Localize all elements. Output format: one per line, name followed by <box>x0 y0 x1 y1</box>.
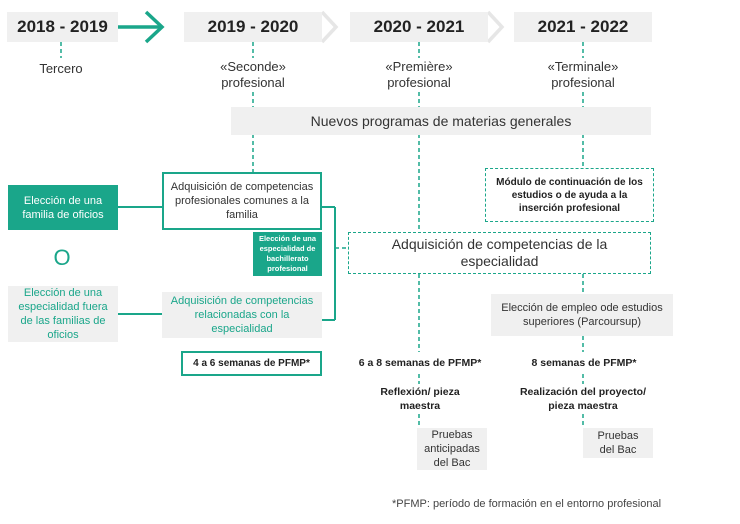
pfmp-year-3: 8 semanas de PFMP* <box>531 357 637 369</box>
footnote: *PFMP: período de formación en el entorno profesional <box>392 498 662 510</box>
tests-early-box: Pruebas anticipadas del Bac <box>417 428 487 470</box>
acq-related-box: Adquisición de competencias relacionadas con la especialidad <box>162 292 322 338</box>
job-or-studies-box: Elección de empleo ode estudios superiores (Parcoursup) <box>491 294 673 336</box>
year-2019-2020: 2019 - 2020 <box>184 12 322 42</box>
bachillerato-choice-box: Elección de una especialidad de bachillerato profesional <box>253 232 322 276</box>
general-programs-bar: Nuevos programas de materias generales <box>231 107 651 135</box>
tests-bac-box: Pruebas del Bac <box>583 428 653 458</box>
pfmp-year-2: 6 a 8 semanas de PFMP* <box>358 357 482 369</box>
acq-specialty-box: Adquisición de competencias de la especialidad <box>348 232 651 274</box>
level-premiere: «Première» profesional <box>385 59 453 90</box>
family-choice-box: Elección de una familia de oficios <box>8 185 118 230</box>
acq-family-box: Adquisición de competencias profesionales comunes a la familia <box>162 172 322 230</box>
specialty-choice-box: Elección de una especialidad fuera de las familias de oficios <box>8 286 118 342</box>
chevron-faint-2 <box>488 12 502 42</box>
or-label: O <box>53 245 71 270</box>
reflection-label: Reflexión/ pieza maestra <box>380 386 460 412</box>
level-seconde: «Seconde» profesional <box>220 59 286 90</box>
year-2018-2019: 2018 - 2019 <box>7 12 118 42</box>
year-2021-2022: 2021 - 2022 <box>514 12 652 42</box>
module-continuation-box: Módulo de continuación de los estudios o de ayuda a la inserción profesional <box>485 168 654 222</box>
level-terminale: «Terminale» profesional <box>547 59 619 90</box>
chevron-faint-1 <box>322 12 336 42</box>
pfmp-year-1: 4 a 6 semanas de PFMP* <box>181 351 322 376</box>
level-tercero: Tercero <box>39 61 83 76</box>
project-label: Realización del proyecto/ pieza maestra <box>519 386 647 412</box>
year-2020-2021: 2020 - 2021 <box>350 12 488 42</box>
